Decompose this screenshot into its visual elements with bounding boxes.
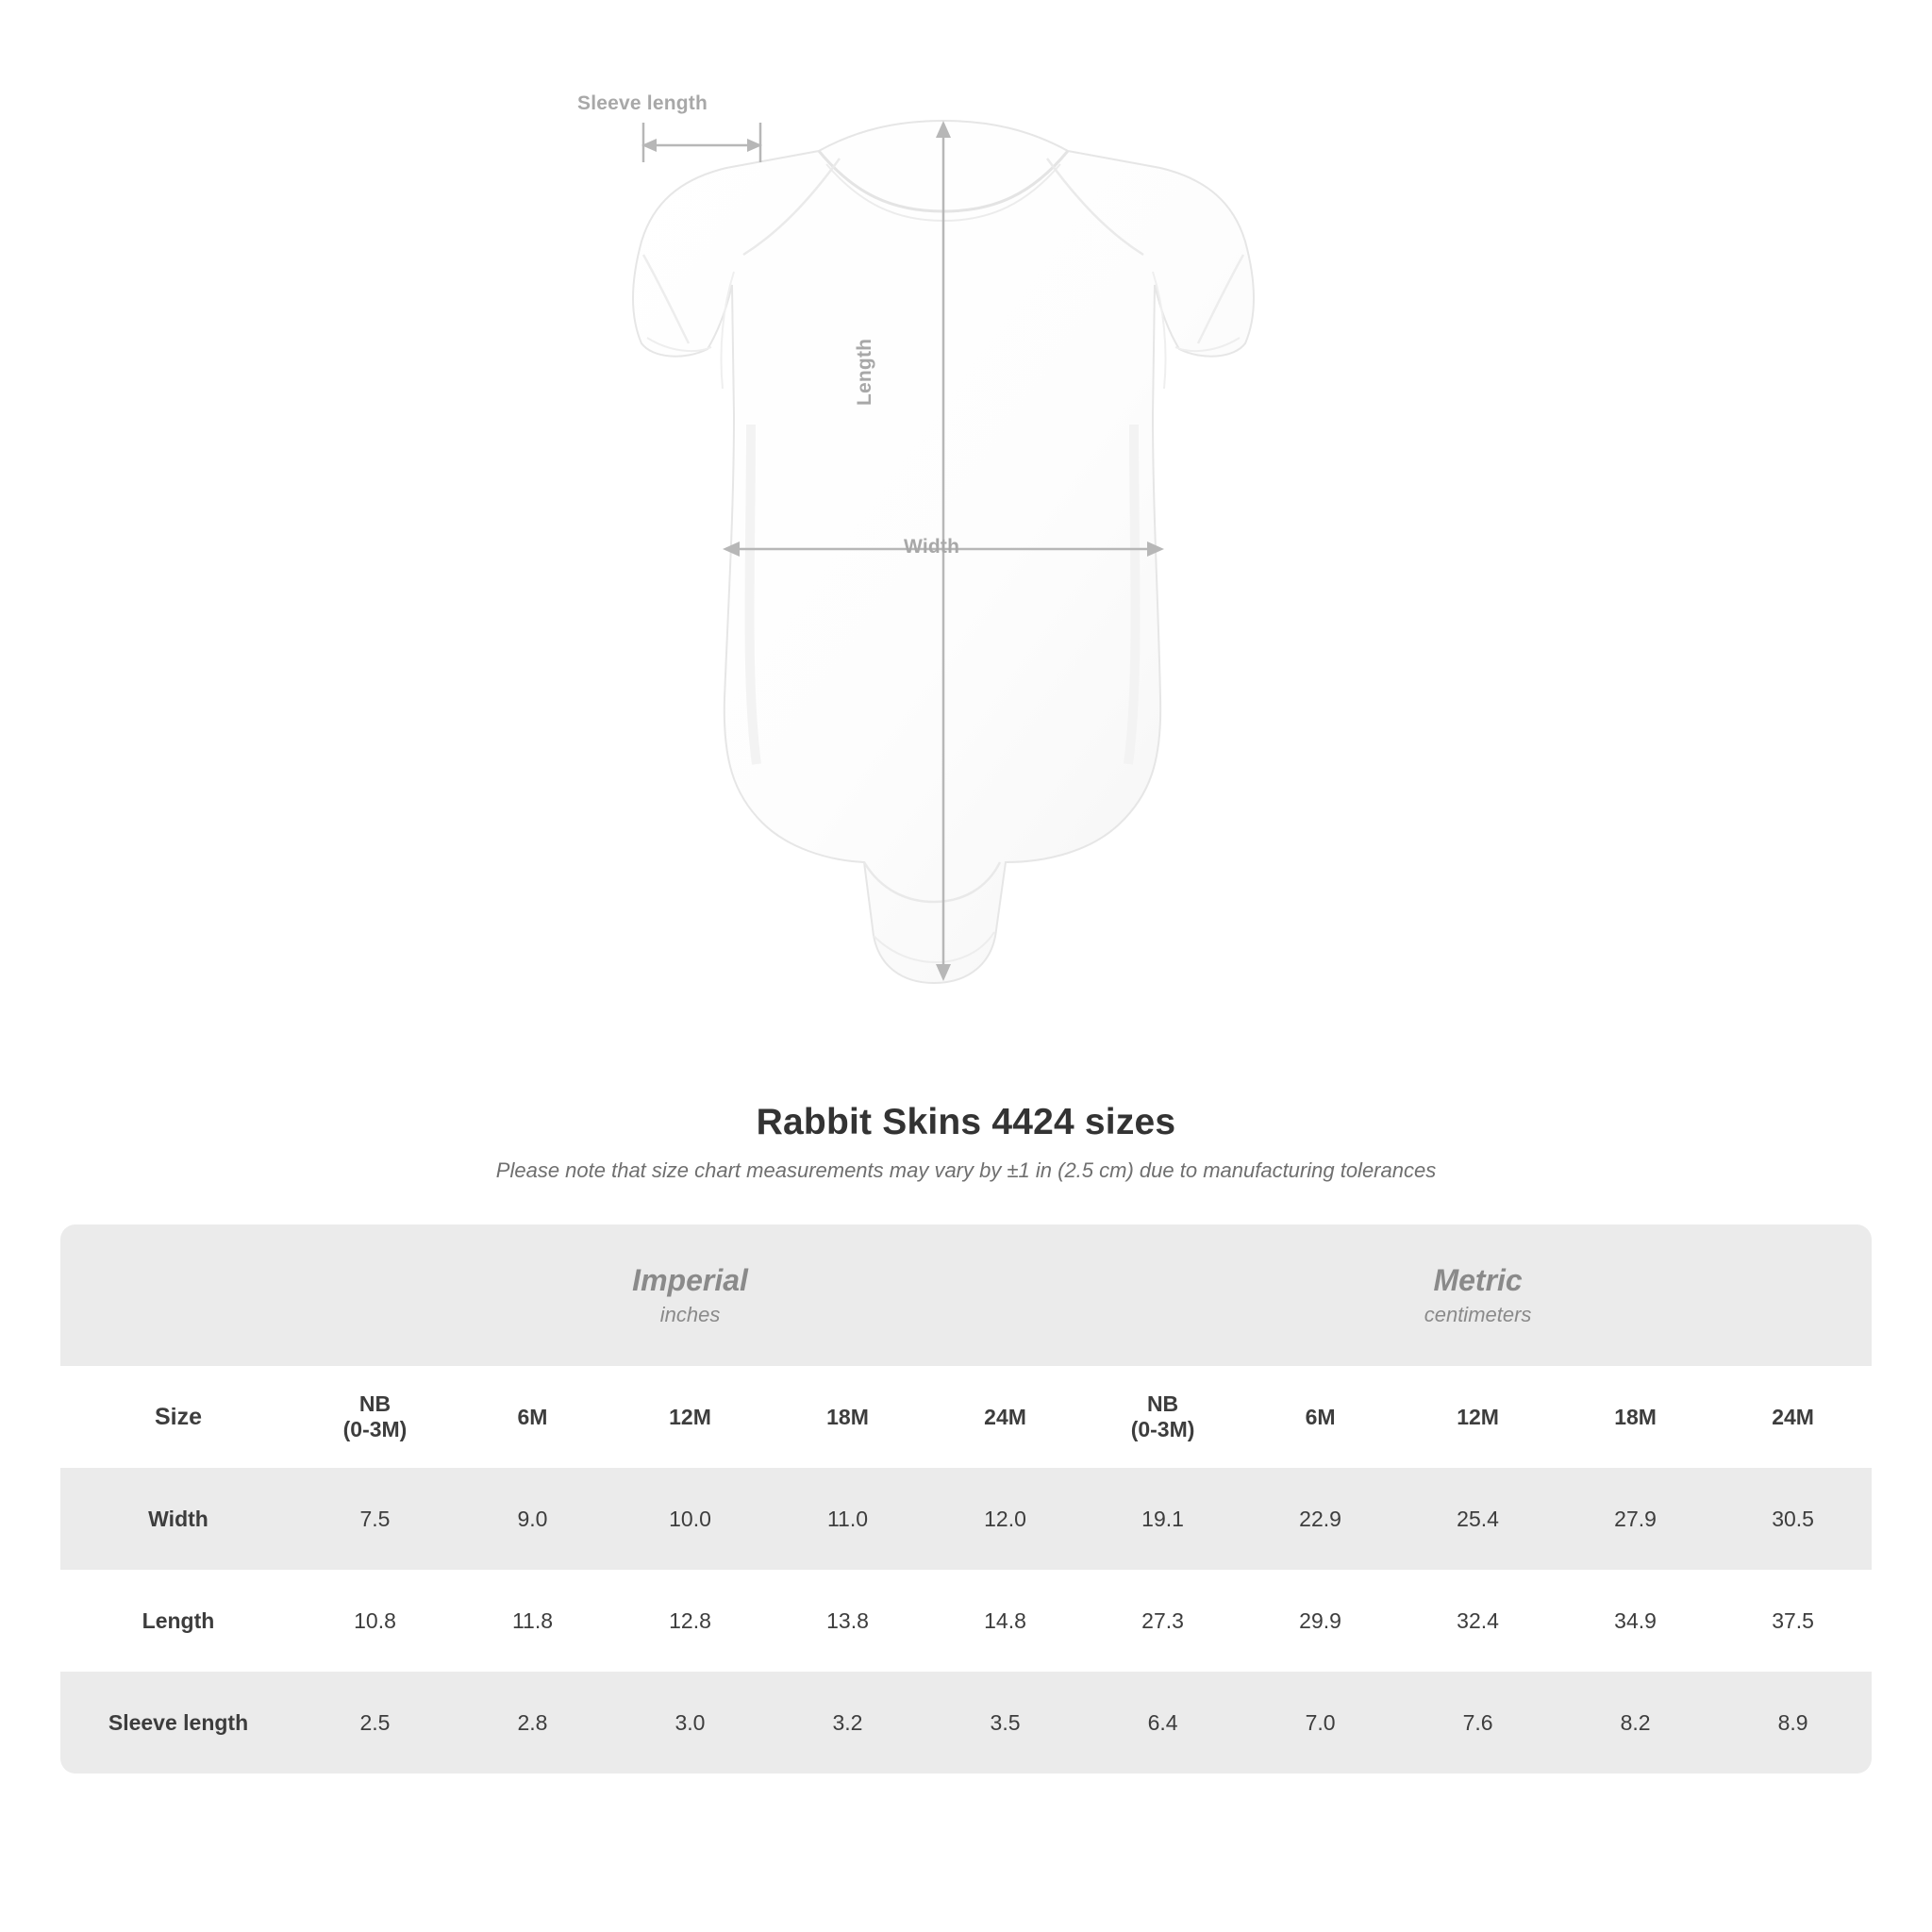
cell-length-18m-in: 13.8 [769, 1570, 926, 1672]
cell-width-18m-cm: 27.9 [1557, 1468, 1714, 1570]
unit-corner-cell [60, 1224, 296, 1366]
cell-sleeve-nb-in: 2.5 [296, 1672, 454, 1774]
cell-sleeve-18m-in: 3.2 [769, 1672, 926, 1774]
cell-length-6m-in: 11.8 [454, 1570, 611, 1672]
column-header-label: NB [1146, 1391, 1179, 1416]
size-header-cell: Size [60, 1366, 296, 1468]
sleeve-length-label: Sleeve length [577, 92, 708, 114]
cell-width-nb-in: 7.5 [296, 1468, 454, 1570]
cell-width-6m-cm: 22.9 [1241, 1468, 1399, 1570]
row-label-length: Length [60, 1570, 296, 1672]
size-table [60, 1224, 1872, 1774]
column-header-label: NB [358, 1391, 391, 1416]
column-header-row [60, 1366, 1872, 1468]
unit-group-metric-sub: centimeters [1424, 1302, 1532, 1326]
unit-group-metric [1084, 1224, 1872, 1366]
cell-sleeve-12m-in: 3.0 [611, 1672, 769, 1774]
page-title: Rabbit Skins 4424 sizes [756, 1102, 1176, 1142]
cell-sleeve-nb-cm: 6.4 [1084, 1672, 1241, 1774]
cell-width-24m-in: 12.0 [926, 1468, 1084, 1570]
column-header-12m-metric: 12M [1399, 1366, 1557, 1468]
cell-width-24m-cm: 30.5 [1714, 1468, 1872, 1570]
cell-sleeve-6m-in: 2.8 [454, 1672, 611, 1774]
cell-length-12m-cm: 32.4 [1399, 1570, 1557, 1672]
column-header-sub: (0-3M) [1130, 1417, 1195, 1441]
bodysuit-graphic [557, 113, 1330, 1075]
unit-group-metric-name: Metric [1433, 1262, 1523, 1297]
cell-width-6m-in: 9.0 [454, 1468, 611, 1570]
column-header-nb-imperial [296, 1366, 454, 1468]
column-header-6m-imperial: 6M [454, 1366, 611, 1468]
cell-length-12m-in: 12.8 [611, 1570, 769, 1672]
table-row [60, 1468, 1872, 1570]
cell-width-12m-in: 10.0 [611, 1468, 769, 1570]
column-header-24m-imperial: 24M [926, 1366, 1084, 1468]
cell-length-nb-in: 10.8 [296, 1570, 454, 1672]
unit-group-row [60, 1224, 1872, 1366]
cell-length-nb-cm: 27.3 [1084, 1570, 1241, 1672]
tolerance-note: Please note that size chart measurements may vary by ±1 in (2.5 cm) due to manufacturing tolerances [495, 1158, 1437, 1182]
cell-length-18m-cm: 34.9 [1557, 1570, 1714, 1672]
size-table-wrapper [60, 1224, 1872, 1774]
column-header-12m-imperial: 12M [611, 1366, 769, 1468]
cell-width-18m-in: 11.0 [769, 1468, 926, 1570]
cell-sleeve-24m-in: 3.5 [926, 1672, 1084, 1774]
table-row [60, 1672, 1872, 1774]
column-header-18m-imperial: 18M [769, 1366, 926, 1468]
cell-width-nb-cm: 19.1 [1084, 1468, 1241, 1570]
cell-width-12m-cm: 25.4 [1399, 1468, 1557, 1570]
bodysuit-icon [557, 113, 1330, 1075]
cell-length-6m-cm: 29.9 [1241, 1570, 1399, 1672]
width-label: Width [904, 536, 960, 558]
cell-length-24m-in: 14.8 [926, 1570, 1084, 1672]
row-label-width: Width [60, 1468, 296, 1570]
unit-group-imperial-name: Imperial [632, 1262, 748, 1297]
cell-length-24m-cm: 37.5 [1714, 1570, 1872, 1672]
title-block [0, 1102, 1932, 1183]
cell-sleeve-12m-cm: 7.6 [1399, 1672, 1557, 1774]
column-header-18m-metric: 18M [1557, 1366, 1714, 1468]
length-label: Length [854, 338, 875, 406]
table-row [60, 1570, 1872, 1672]
column-header-24m-metric: 24M [1714, 1366, 1872, 1468]
column-header-6m-metric: 6M [1241, 1366, 1399, 1468]
unit-group-imperial [296, 1224, 1084, 1366]
column-header-nb-metric [1084, 1366, 1241, 1468]
column-header-sub: (0-3M) [342, 1417, 408, 1441]
row-label-sleeve-length: Sleeve length [60, 1672, 296, 1774]
cell-sleeve-24m-cm: 8.9 [1714, 1672, 1872, 1774]
cell-sleeve-6m-cm: 7.0 [1241, 1672, 1399, 1774]
unit-group-imperial-sub: inches [659, 1302, 721, 1326]
cell-sleeve-18m-cm: 8.2 [1557, 1672, 1714, 1774]
